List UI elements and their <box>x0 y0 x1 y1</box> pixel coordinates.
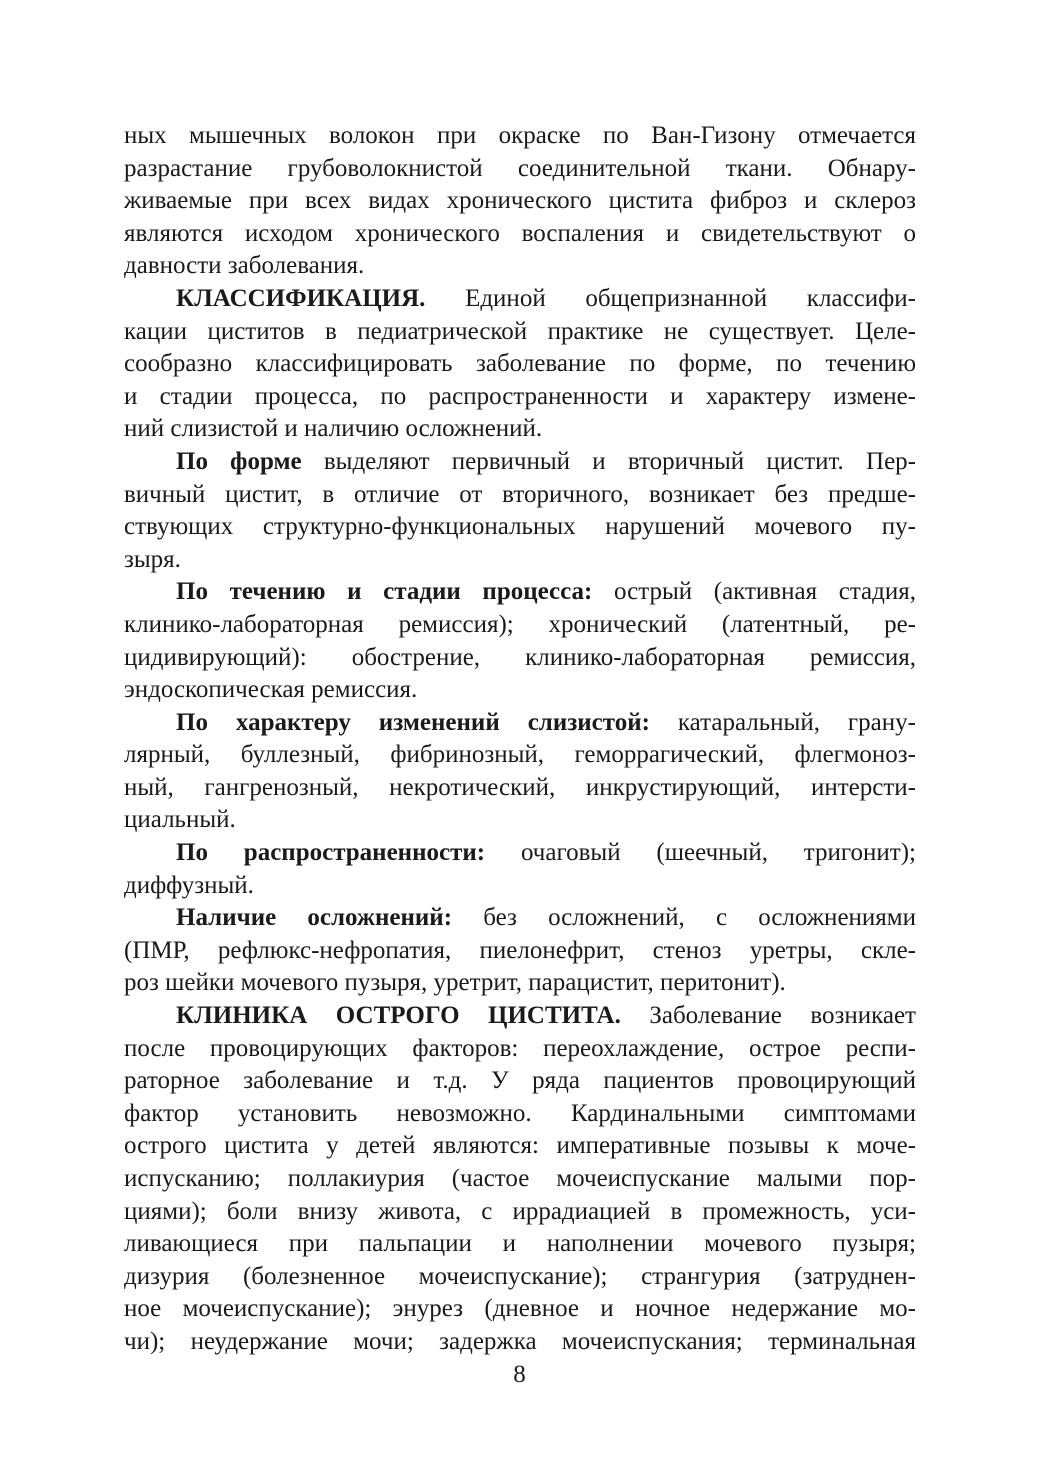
text-line: фактор установить невозможно. Кардинальными симптомами <box>124 1099 916 1127</box>
text-line: (ПМР, рефлюкс-нефропатия, пиелонефрит, стеноз уретры, скле- <box>124 936 916 964</box>
text-line: циями); боли внизу живота, с иррадиацией в промежность, уси- <box>124 1197 916 1225</box>
text-line: дизурия (болезненное мочеиспускание); странгурия (затруднен- <box>124 1262 916 1290</box>
paragraph-by-form <box>124 446 916 576</box>
text-line <box>124 446 916 479</box>
text-line: диффузный. <box>124 871 254 899</box>
paragraph-by-mucosa-changes <box>124 707 916 837</box>
text-line: ных мышечных волокон при окраске по Ван-Гизону отмечается <box>124 122 916 149</box>
paragraph-complications <box>124 902 916 1000</box>
paragraph-classification <box>124 283 916 446</box>
text-line: ливающиеся при пальпации и наполнении мочевого пузыря; <box>124 1230 916 1258</box>
text-line: роз шейки мочевого пузыря, уретрит, парацистит, перитонит). <box>124 969 786 997</box>
text-line: разрастание грубоволокнистой соединительной ткани. Обнару- <box>124 154 916 182</box>
text-run: катаральный, грану- <box>649 708 916 736</box>
text-run: Заболевание возникает <box>620 1002 916 1030</box>
text-line: после провоцирующих факторов: переохлаждение, острое респи- <box>124 1034 916 1062</box>
page-number: 8 <box>513 1361 526 1388</box>
text-run: без осложнений, с осложнениями <box>452 904 916 932</box>
text-line: чи); неудержание мочи; задержка мочеиспускания; терминальная <box>124 1327 916 1355</box>
text-line <box>124 902 916 935</box>
text-line <box>124 283 916 316</box>
bold-lead-in: По распространенности: <box>176 839 486 867</box>
text-line: сообразно классифицировать заболевание по форме, по течению <box>124 350 916 378</box>
page-body <box>124 120 916 1359</box>
paragraph-by-course <box>124 576 916 706</box>
text-line: раторное заболевание и т.д. У ряда пациентов провоцирующий <box>124 1067 916 1095</box>
text-line <box>124 837 916 870</box>
text-line: ствующих структурно-функциональных нарушений мочевого пу- <box>124 513 916 541</box>
text-line: испусканию; поллакиурия (частое мочеиспускание малыми пор- <box>124 1165 916 1192</box>
text-line: и стадии процесса, по распространенности и характеру измене- <box>124 382 916 410</box>
text-run: выделяют первичный и вторичный цистит. Пер- <box>301 447 916 475</box>
text-line <box>124 707 916 740</box>
bold-lead-in: По характеру изменений слизистой: <box>176 708 650 736</box>
text-line: эндоскопическая ремиссия. <box>124 676 418 704</box>
text-line: зыря. <box>124 545 181 573</box>
text-line: цидивирующий): обострение, клинико-лабораторная ремиссия, <box>124 643 916 671</box>
text-line: вичный цистит, в отличие от вторичного, возникает без предше- <box>124 480 916 508</box>
text-run: Единой общепризнанной классифи- <box>425 284 916 312</box>
section-heading: КЛИНИКА ОСТРОГО ЦИСТИТА. <box>176 1002 621 1030</box>
text-line: клинико-лабораторная ремиссия); хронический (латентный, ре- <box>124 610 916 638</box>
bold-lead-in: По течению и стадии процесса: <box>176 578 593 606</box>
section-heading: КЛАССИФИКАЦИЯ. <box>176 284 426 312</box>
paragraph-acute-cystitis-clinic <box>124 1000 916 1359</box>
text-line: давности заболевания. <box>124 252 365 280</box>
text-line: являются исходом хронического воспаления и свидетельствуют о <box>124 219 916 247</box>
text-line <box>124 1000 916 1033</box>
text-line: ное мочеиспускание); энурез (дневное и ночное недержание мо- <box>124 1295 916 1323</box>
bold-lead-in: Наличие осложнений: <box>176 904 453 932</box>
text-line: живаемые при всех видах хронического цистита фиброз и склероз <box>124 187 916 215</box>
paragraph-by-extent <box>124 837 916 902</box>
text-line <box>124 576 916 609</box>
text-run: очаговый (шеечный, тригонит); <box>485 839 916 867</box>
paragraph-continuation <box>124 120 916 283</box>
bold-lead-in: По форме <box>176 447 302 475</box>
text-line: острого цистита у детей являются: императивные позывы к моче- <box>124 1132 916 1160</box>
text-run: острый (активная стадия, <box>592 578 916 606</box>
text-line: ный, гангренозный, некротический, инкрустирующий, интерсти- <box>124 773 916 801</box>
text-line: лярный, буллезный, фибринозный, геморрагический, флегмоноз- <box>124 741 916 769</box>
text-line: кации циститов в педиатрической практике не существует. Целе- <box>124 317 916 345</box>
text-line: ний слизистой и наличию осложнений. <box>124 415 543 443</box>
text-line: циальный. <box>124 806 236 834</box>
